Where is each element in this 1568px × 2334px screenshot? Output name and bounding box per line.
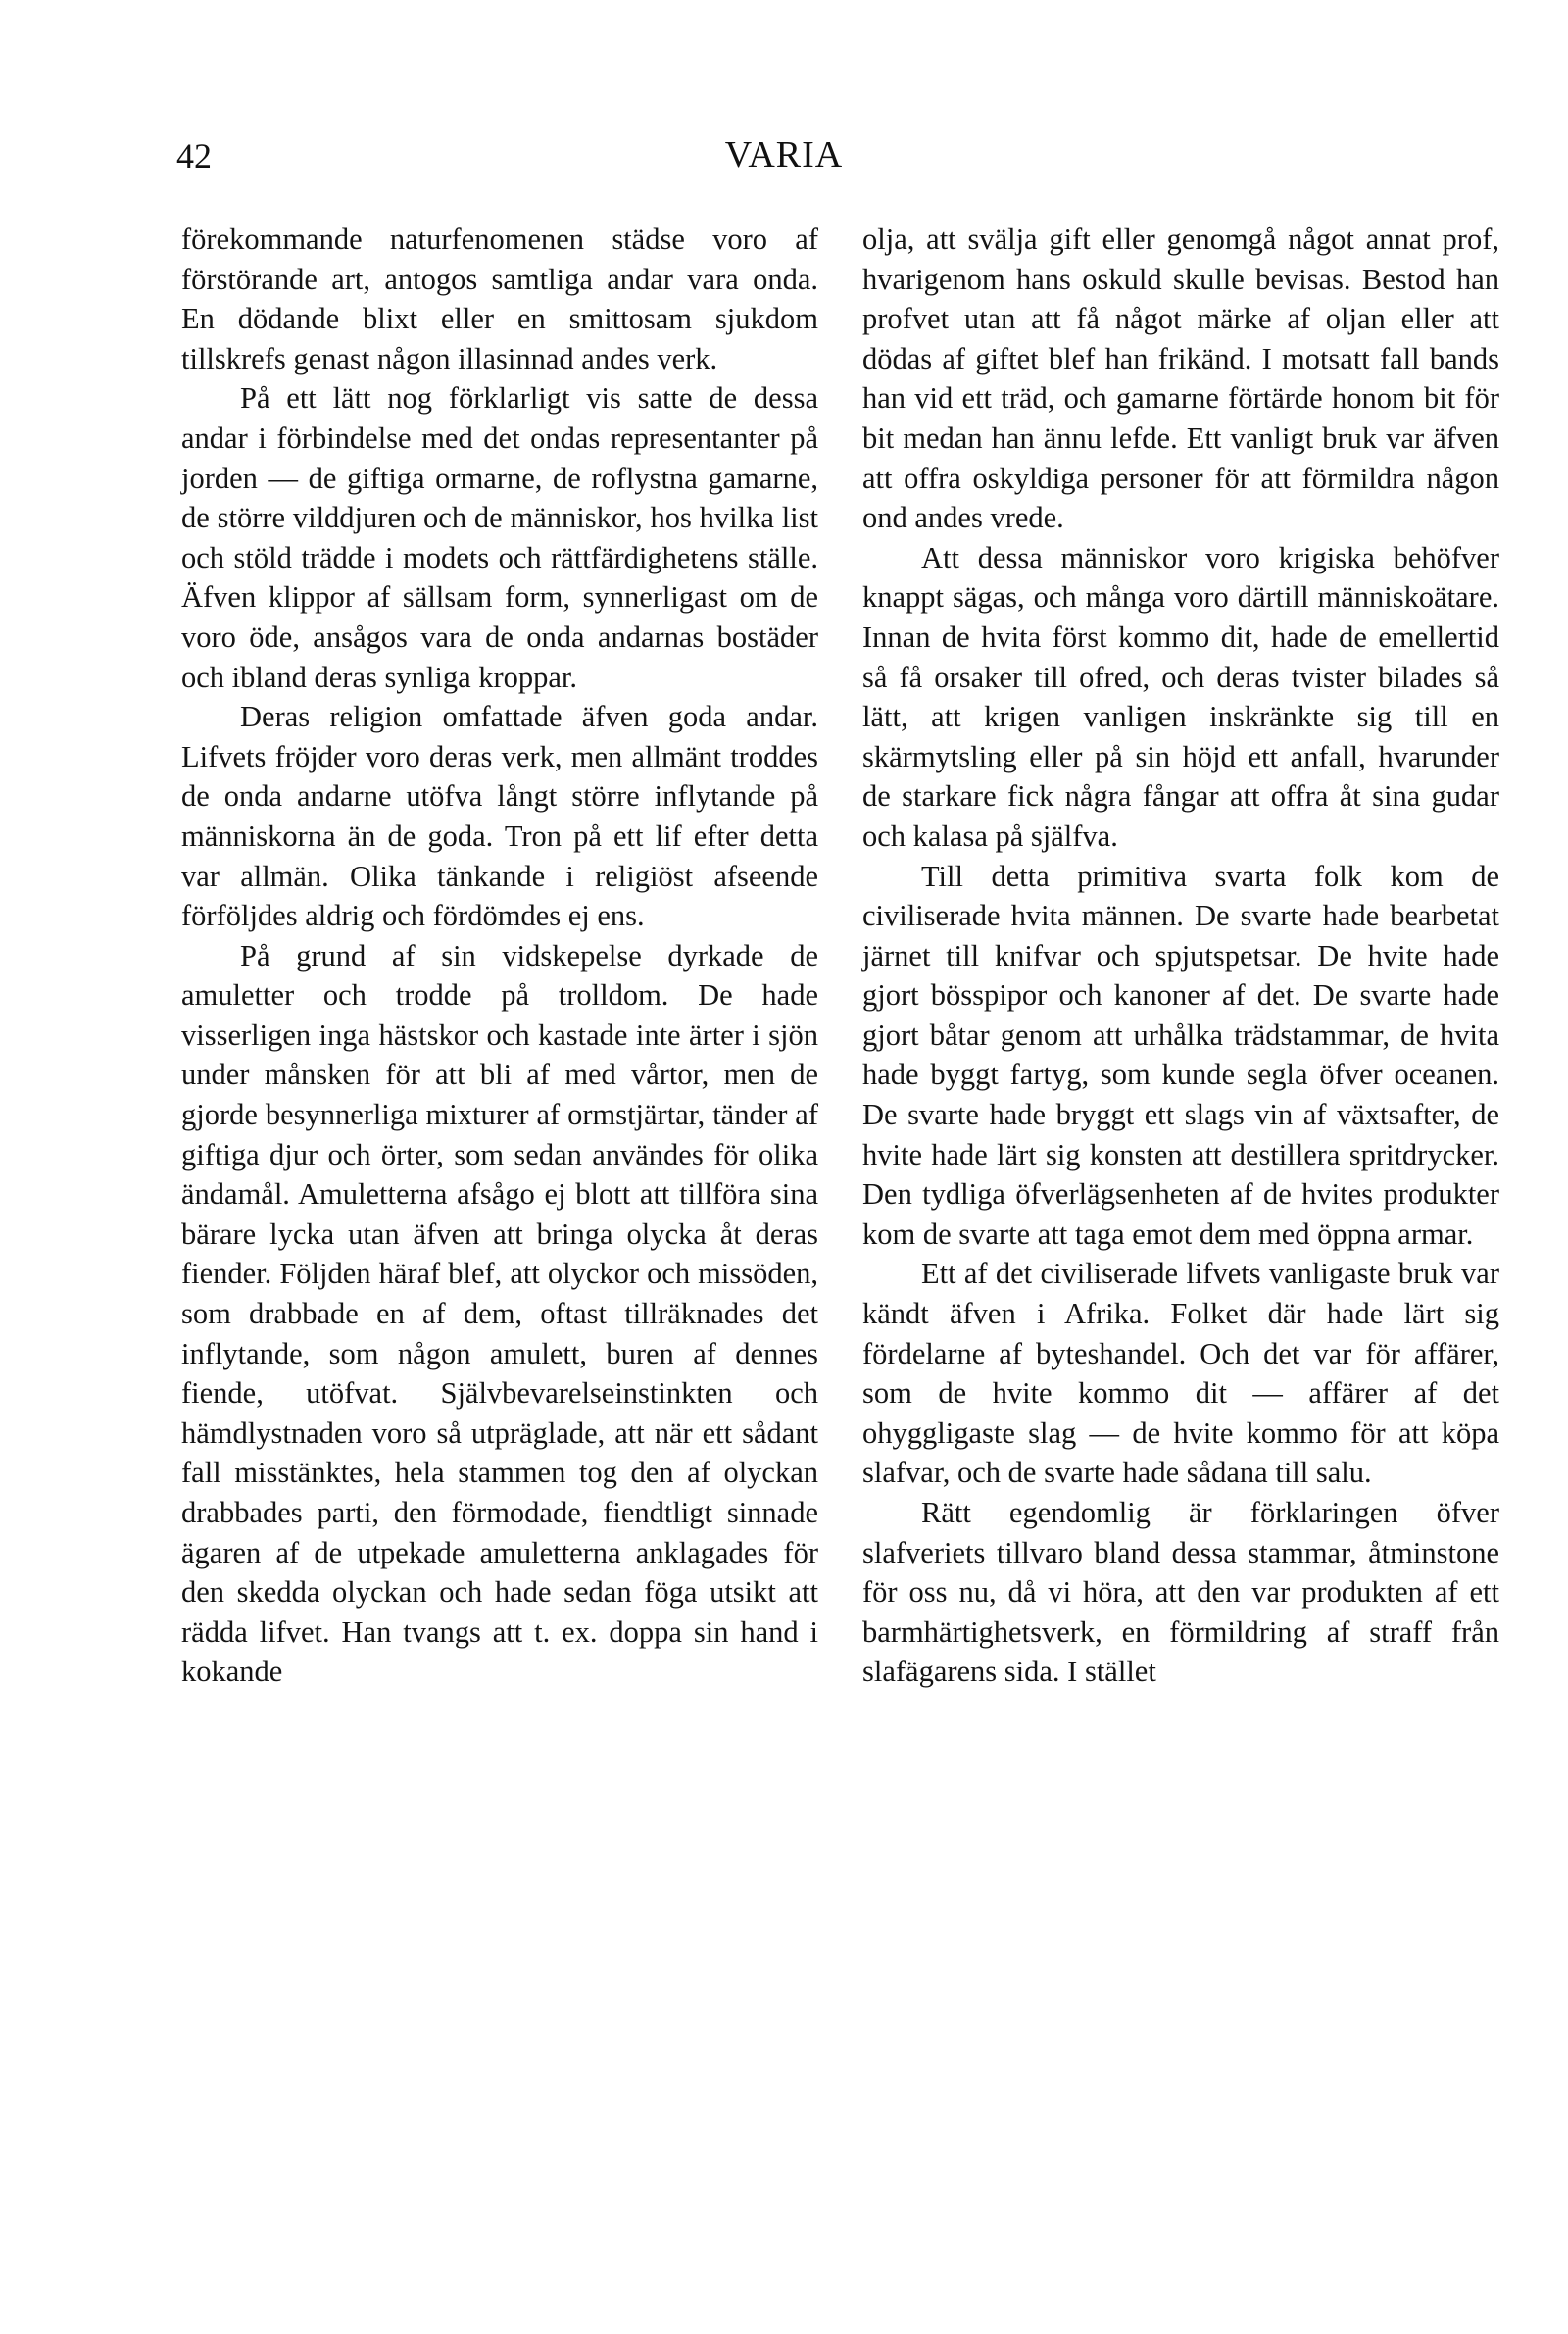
paragraph: Rätt egendomlig är förklaringen öfver slafveriets tillvaro bland dessa stammar, åtminstone för oss nu, då vi höra, att den var produkten af ett barmhärtighetsverk, en förmildring af straff från slafägarens sida. I stället xyxy=(862,1496,1499,1689)
paragraph: Ett af det civiliserade lifvets vanligaste bruk var kändt äfven i Afrika. Folket där hade lärt sig fördelarne af byteshandel. Och det var för affärer, som de hvite kommo dit — affärer af det ohyggligaste slag — de hvite kommo för att köpa slafvar, och de svarte hade sådana till salu. xyxy=(862,1257,1499,1490)
paragraph: Att dessa människor voro krigiska behöfver knappt sägas, och många voro därtill människoätare. Innan de hvita först kommo dit, hade de emellertid så få orsaker till ofred, och deras tvister bilades så lätt, att krigen vanligen inskränkte sig till en skärmytsling eller på sin höjd ett anfall, hvarunder de starkare fick några fångar att offra åt sina gudar och kalasa på själfva. xyxy=(862,540,1499,853)
paragraph: Deras religion omfattade äfven goda andar. Lifvets fröjder voro deras verk, men allmänt troddes de onda andarne utöfva långt större inflytande på människorna än de goda. Tron på ett lif efter detta var allmän. Olika tänkande i religiöst afseende förföljdes aldrig och fördömdes ej ens. xyxy=(181,700,818,933)
paragraph: På grund af sin vidskepelse dyrkade de amuletter och trodde på trolldom. De hade visserligen inga hästskor och kastade inte ärter i sjön under månsken för att bli af med vårtor, men de gjorde besynnerliga mixturer af ormstjärtar, tänder af giftiga djur och örter, som sedan användes för olika ändamål. Amuletterna afsågo ej blott att tillföra sina bärare lycka utan äfven att bringa olycka åt deras fiender. Följden häraf blef, att olyckor och missöden, som drabbade en af dem, oftast tillräknades det inflytande, som någon amulett, buren af dennes fiende, utöfvat. Självbevarelseinstinkten och hämdlystnaden voro så utpräglade, att när ett sådant fall misstänktes, hela stammen tog den af olyckan drabbades parti, den förmodade, fiendtligt sinnade ägaren af de utpekade amuletterna anklagades för den skedda olyckan och hade sedan föga utsikt att rädda lifvet. Han tvangs att t. ex. doppa sin hand i kokande xyxy=(181,938,818,1689)
right-column xyxy=(862,220,1499,1692)
paragraph: På ett lätt nog förklarligt vis satte de dessa andar i förbindelse med det ondas representanter på jorden — de giftiga ormarne, de roflystna gamarne, de större vilddjuren och de människor, hos hvilka list och stöld trädde i modets och rättfärdighetens ställe. Äfven klippor af sällsam form, synnerligast om de voro öde, ansågos vara de onda andarnas bostäder och ibland deras synliga kroppar. xyxy=(181,381,818,694)
running-head: VARIA xyxy=(724,134,844,175)
paragraph: Till detta primitiva svarta folk kom de civiliserade hvita männen. De svarte hade bearbetat järnet till knifvar och spjutspetsar. De hvite hade gjort bösspipor och kanoner af det. De svarte hade gjort båtar genom att urhålka trädstammar, de hvita hade byggt fartyg, som kunde segla öfver oceanen. De svarte hade bryggt ett slags vin af växtsafter, de hvite hade lärt sig konsten att destillera spritdrycker. Den tydliga öfverlägsenheten af de hvites produkter kom de svarte att taga emot dem med öppna armar. xyxy=(862,859,1499,1251)
paragraph: olja, att svälja gift eller genomgå något annat prof, hvarigenom hans oskuld skulle bevisas. Bestod han profvet utan att få något märke af oljan eller att dödas af giftet blef han frikänd. I motsatt fall bands han vid ett träd, och gamarne förtärde honom bit för bit medan han ännu lefde. Ett vanligt bruk var äfven att offra oskyldiga personer för att förmildra någon ond andes vrede. xyxy=(862,223,1499,535)
paragraph: förekommande naturfenomenen städse voro af förstörande art, antogos samtliga andar vara onda. En dödande blixt eller en smittosam sjukdom tillskrefs genast någon illasinnad andes verk. xyxy=(181,223,818,375)
page-number: 42 xyxy=(176,136,212,175)
left-column xyxy=(181,220,818,1692)
